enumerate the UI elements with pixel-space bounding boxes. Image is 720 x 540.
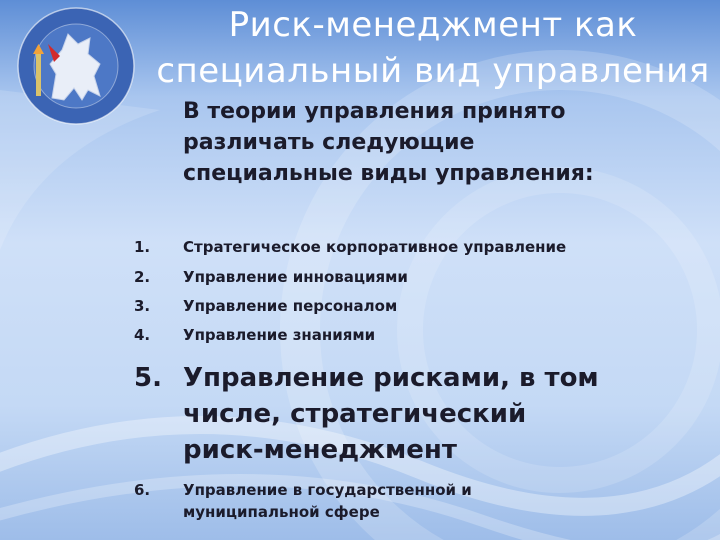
list-item-text: Управление в государственной и (183, 481, 472, 499)
list-item-number: 1. (134, 238, 151, 256)
list-item-text: Управление персоналом (183, 297, 398, 315)
list-item-number: 3. (134, 297, 151, 315)
list-item-text: Управление инновациями (183, 268, 408, 286)
intro-line: различать следующие (183, 130, 475, 155)
list-item-text: числе, стратегический (183, 399, 527, 429)
university-logo (4, 4, 152, 132)
list-item-number: 5. (134, 363, 162, 393)
slide-title (150, 2, 716, 94)
list-item-text: Управление рисками, в том (183, 363, 599, 393)
list-item-number: 6. (134, 481, 151, 499)
list-item-text: муниципальной сфере (183, 503, 380, 521)
title-line: специальный вид управления (156, 51, 710, 91)
title-line: Риск-менеджмент как (228, 5, 638, 45)
intro-text (183, 96, 703, 189)
list-item-text: Стратегическое корпоративное управление (183, 238, 567, 256)
intro-line: специальные виды управления: (183, 161, 594, 186)
list-item-text: риск-менеджмент (183, 435, 457, 465)
intro-line: В теории управления принято (183, 99, 566, 124)
list-item-number: 2. (134, 268, 151, 286)
list-item-text: Управление знаниями (183, 326, 376, 344)
list-item-number: 4. (134, 326, 151, 344)
